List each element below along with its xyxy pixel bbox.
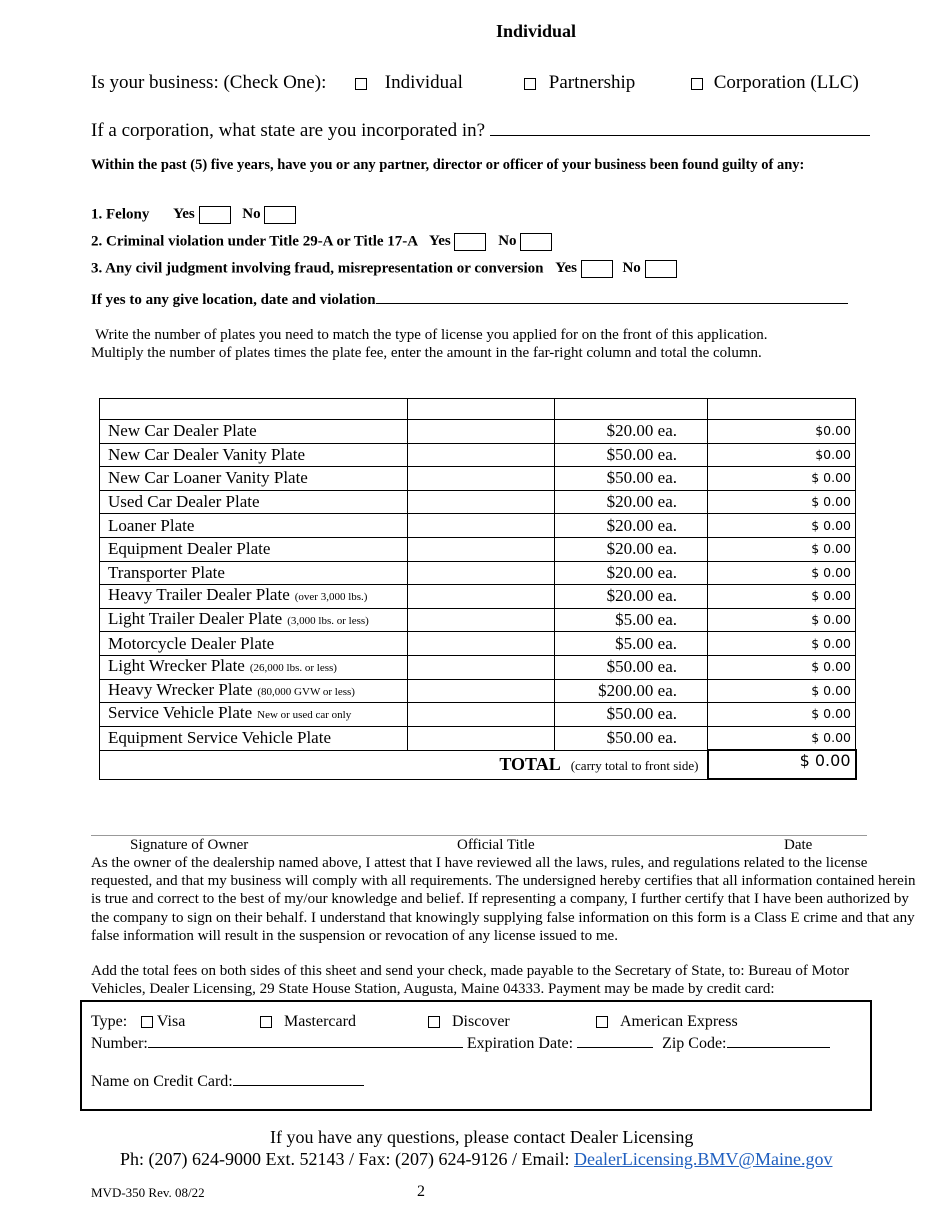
plate-fee: $20.00 ea.	[555, 561, 708, 585]
plate-amount[interactable]: $ 0.00	[708, 632, 856, 656]
signature-line[interactable]	[91, 835, 867, 836]
card-type-label: Type:	[91, 1013, 128, 1030]
plate-type-cell	[100, 632, 408, 656]
plate-quantity-input[interactable]	[408, 703, 555, 727]
card-number-input[interactable]	[148, 1033, 463, 1048]
plate-note: (over 3,000 lbs.)	[294, 591, 368, 604]
plate-fee: $20.00 ea.	[555, 537, 708, 561]
zip-label: Zip Code:	[662, 1035, 727, 1052]
table-row	[100, 655, 856, 679]
signature-owner-label: Signature of Owner	[130, 837, 249, 853]
plate-quantity-input[interactable]	[408, 490, 555, 514]
total-amount[interactable]: $ 0.00	[708, 750, 856, 779]
option-label: Partnership	[548, 72, 636, 93]
table-row	[100, 537, 856, 561]
plate-note: (3,000 lbs. or less)	[287, 615, 369, 628]
checkbox-partnership[interactable]	[524, 78, 536, 90]
plate-amount[interactable]: $0.00	[708, 420, 856, 444]
plate-fee: $20.00 ea.	[555, 490, 708, 514]
signature-title-label: Official Title	[457, 837, 535, 853]
contact-line-1: If you have any questions, please contact Dealer Licensing	[270, 1127, 694, 1147]
plate-type-cell	[100, 679, 408, 703]
plate-amount[interactable]: $0.00	[708, 443, 856, 467]
table-row	[100, 561, 856, 585]
violation-row-civil	[91, 260, 677, 278]
instructions-line-1: Write the number of plates you need to match the type of license you applied for on the front of this application.	[95, 327, 768, 343]
civil-yes-box[interactable]	[581, 260, 613, 278]
plate-type-cell	[100, 514, 408, 538]
plate-fee: $50.00 ea.	[555, 703, 708, 727]
plate-note: (26,000 lbs. or less)	[249, 662, 337, 675]
plate-quantity-input[interactable]	[408, 632, 555, 656]
plate-amount[interactable]: $ 0.00	[708, 585, 856, 609]
plate-fee: $20.00 ea.	[555, 420, 708, 444]
option-label: American Express	[620, 1013, 738, 1030]
no-label: No	[622, 260, 641, 277]
yes-label: Yes	[555, 260, 577, 277]
violation-label: 1. Felony	[91, 206, 150, 223]
option-label: Corporation (LLC)	[713, 72, 859, 93]
total-note: (carry total to front side)	[570, 757, 699, 773]
plate-amount[interactable]: $ 0.00	[708, 490, 856, 514]
plate-type-cell	[100, 703, 408, 727]
card-type-visa[interactable]	[141, 1013, 185, 1030]
plate-amount[interactable]: $ 0.00	[708, 679, 856, 703]
plate-quantity-input[interactable]	[408, 679, 555, 703]
plate-note: (80,000 GVW or less)	[257, 685, 355, 698]
plate-name: Equipment Service Vehicle Plate	[108, 728, 331, 748]
total-label-cell	[100, 750, 708, 779]
page-title: Individual	[495, 21, 577, 41]
violation-label: 2. Criminal violation under Title 29-A or Title 17-A	[91, 233, 418, 250]
plate-amount[interactable]: $ 0.00	[708, 655, 856, 679]
plate-type-cell	[100, 608, 408, 632]
yes-label: Yes	[429, 233, 451, 250]
plate-name: Light Wrecker Plate	[108, 656, 245, 676]
table-row	[100, 490, 856, 514]
plate-fee: $200.00 ea.	[555, 679, 708, 703]
plate-name: Heavy Wrecker Plate	[108, 679, 253, 699]
table-row	[100, 632, 856, 656]
option-label: Discover	[452, 1013, 510, 1030]
attestation-text: As the owner of the dealership named above, I attest that I have reviewed all the laws, rules, and regulations related to the license requested, and that my business will comply with all requirements. The undersigned hereby certifies that all information contained herein is true and correct to the best of my/our knowledge and belief. If representing a company, I further certify that I have been authorized by the company to sign on their behalf. I understand that knowingly supplying false information on this form is a Class E crime and that any false information will result in the suspension or revocation of any license issued to me.	[91, 855, 916, 944]
plate-quantity-input[interactable]	[408, 608, 555, 632]
plate-amount[interactable]: $ 0.00	[708, 726, 856, 750]
plate-quantity-input[interactable]	[408, 655, 555, 679]
instructions-line-2: Multiply the number of plates times the plate fee, enter the amount in the far-right column and total the column.	[91, 345, 762, 361]
corporation-state-input[interactable]	[490, 117, 870, 136]
table-row	[100, 585, 856, 609]
criminal-no-box[interactable]	[520, 233, 552, 251]
expiration-input[interactable]	[577, 1033, 653, 1048]
plate-quantity-input[interactable]	[408, 585, 555, 609]
plate-fee: $50.00 ea.	[555, 655, 708, 679]
checkbox-amex[interactable]	[596, 1016, 608, 1028]
if-yes-label: If yes to any give location, date and violation	[91, 292, 376, 308]
plate-name: New Car Dealer Vanity Plate	[108, 444, 306, 464]
card-name-input[interactable]	[233, 1071, 364, 1086]
option-label: Individual	[384, 72, 463, 93]
plate-amount[interactable]: $ 0.00	[708, 703, 856, 727]
plate-type-cell	[100, 490, 408, 514]
plate-type-cell	[100, 726, 408, 750]
violations-intro: Within the past (5) five years, have you or any partner, director or officer of your business been found guilty of any:	[91, 157, 805, 173]
if-yes-input[interactable]	[376, 288, 848, 304]
expiration-label: Expiration Date:	[466, 1035, 574, 1052]
plate-name: New Car Loaner Vanity Plate	[108, 468, 308, 488]
table-row	[100, 703, 856, 727]
plate-note: New or used car only	[257, 709, 352, 722]
form-id: MVD-350 Rev. 08/22	[91, 1185, 205, 1200]
plate-quantity-input[interactable]	[408, 420, 555, 444]
option-label: Visa	[156, 1013, 186, 1030]
table-row	[100, 443, 856, 467]
total-row	[100, 750, 856, 779]
card-type-discover[interactable]	[428, 1013, 510, 1031]
plate-quantity-input[interactable]	[408, 443, 555, 467]
civil-no-box[interactable]	[645, 260, 677, 278]
violation-row-criminal	[91, 233, 552, 251]
card-name-label: Name on Credit Card:	[91, 1073, 233, 1090]
table-row	[100, 467, 856, 491]
header-cell	[100, 399, 408, 420]
card-number-label: Number:	[91, 1035, 148, 1052]
plate-amount[interactable]: $ 0.00	[708, 467, 856, 491]
plate-fee: $20.00 ea.	[555, 514, 708, 538]
plate-type-cell	[100, 655, 408, 679]
plate-amount[interactable]: $ 0.00	[708, 537, 856, 561]
email-link[interactable]: DealerLicensing.BMV@Maine.gov	[573, 1149, 833, 1169]
table-row	[100, 420, 856, 444]
plate-fee: $50.00 ea.	[555, 443, 708, 467]
plate-type-cell	[100, 585, 408, 609]
card-type-amex[interactable]	[596, 1013, 738, 1031]
plate-fee: $20.00 ea.	[555, 585, 708, 609]
yes-label: Yes	[173, 206, 195, 223]
plate-name: Service Vehicle Plate	[108, 703, 253, 723]
criminal-yes-box[interactable]	[454, 233, 486, 251]
plate-name: Equipment Dealer Plate	[108, 539, 271, 559]
corporation-state-question: If a corporation, what state are you incorporated in?	[91, 120, 486, 141]
no-label: No	[242, 206, 261, 223]
plate-type-cell	[100, 420, 408, 444]
business-type-question: Is your business: (Check One):	[91, 72, 327, 93]
plate-name: New Car Dealer Plate	[108, 421, 257, 441]
plate-fee: $50.00 ea.	[555, 726, 708, 750]
card-type-row	[91, 1013, 185, 1031]
plate-fee: $50.00 ea.	[555, 467, 708, 491]
plate-quantity-input[interactable]	[408, 514, 555, 538]
plate-name: Heavy Trailer Dealer Plate	[108, 585, 290, 605]
business-type-corporation[interactable]	[691, 72, 859, 94]
business-type-individual[interactable]	[355, 72, 463, 94]
checkbox-visa[interactable]	[141, 1016, 153, 1028]
if-yes-row	[91, 288, 848, 309]
plate-fee: $5.00 ea.	[555, 632, 708, 656]
plate-name: Motorcycle Dealer Plate	[108, 633, 275, 653]
contact-phone-fax: Ph: (207) 624-9000 Ext. 52143 / Fax: (207) 624-9126 / Email:	[120, 1149, 574, 1169]
plate-type-cell	[100, 467, 408, 491]
plate-quantity-input[interactable]	[408, 561, 555, 585]
checkbox-discover[interactable]	[428, 1016, 440, 1028]
table-row	[100, 514, 856, 538]
checkbox-corporation[interactable]	[691, 78, 703, 90]
plate-fee-table	[99, 398, 857, 780]
checkbox-individual[interactable]	[355, 78, 367, 90]
contact-line-2	[120, 1149, 832, 1170]
header-cell	[555, 399, 708, 420]
zip-input[interactable]	[727, 1033, 830, 1048]
plate-name: Loaner Plate	[108, 515, 195, 535]
plate-quantity-input[interactable]	[408, 537, 555, 561]
plate-amount[interactable]: $ 0.00	[708, 608, 856, 632]
option-label: Mastercard	[284, 1013, 356, 1030]
violation-row-felony	[91, 206, 296, 224]
header-cell	[408, 399, 555, 420]
checkbox-mastercard[interactable]	[260, 1016, 272, 1028]
card-number-row	[91, 1033, 830, 1053]
plate-amount[interactable]: $ 0.00	[708, 514, 856, 538]
table-header-row	[100, 399, 856, 420]
no-label: No	[498, 233, 517, 250]
table-row	[100, 726, 856, 750]
plate-quantity-input[interactable]	[408, 467, 555, 491]
business-type-partnership[interactable]	[524, 72, 635, 94]
signature-date-label: Date	[784, 837, 813, 853]
felony-no-box[interactable]	[264, 206, 296, 224]
total-label: TOTAL	[499, 753, 561, 774]
corporation-state-row	[91, 117, 870, 142]
table-row	[100, 608, 856, 632]
violation-label: 3. Any civil judgment involving fraud, misrepresentation or conversion	[91, 260, 544, 277]
page-number: 2	[417, 1183, 425, 1200]
table-row	[100, 679, 856, 703]
plate-name: Light Trailer Dealer Plate	[108, 609, 283, 629]
plate-amount[interactable]: $ 0.00	[708, 561, 856, 585]
plate-name: Used Car Dealer Plate	[108, 492, 260, 512]
plate-fee: $5.00 ea.	[555, 608, 708, 632]
plate-type-cell	[100, 443, 408, 467]
plate-quantity-input[interactable]	[408, 726, 555, 750]
plate-name: Transporter Plate	[108, 562, 225, 582]
plate-type-cell	[100, 561, 408, 585]
payment-instructions: Add the total fees on both sides of this sheet and send your check, made payable to the Secretary of State, to: Bureau of Motor Vehicles, Dealer Licensing, 29 State House Station, Augusta, Maine 04333. Payment may be made by credit card:	[91, 963, 850, 998]
felony-yes-box[interactable]	[199, 206, 231, 224]
card-name-row	[91, 1071, 364, 1091]
plate-type-cell	[100, 537, 408, 561]
header-cell	[708, 399, 856, 420]
card-type-mastercard[interactable]	[260, 1013, 356, 1031]
